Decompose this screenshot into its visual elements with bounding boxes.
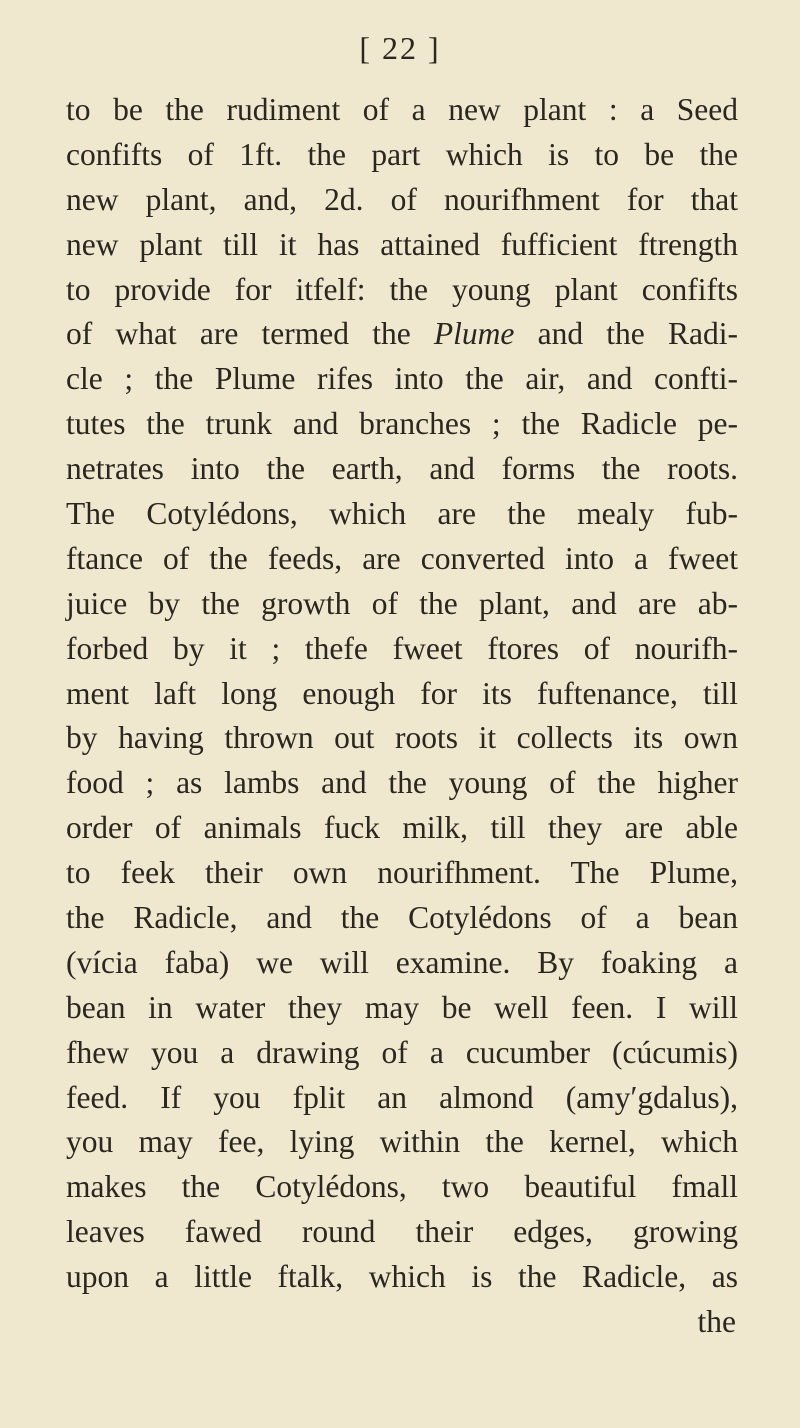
text-line-6-end: and the Radi- [514,316,738,352]
text-line-10: The Cotylédons, which are the mealy fub- [66,496,738,532]
text-line-22: fhew you a drawing of a cucumber (cúcumis) [66,1034,738,1070]
text-line-21: bean in water they may be well feen. I will [66,989,738,1025]
text-line-26: leaves fawed round their edges, growing [66,1214,738,1250]
text-line-3: new plant, and, 2d. of nourifhment for that [66,181,738,217]
text-line-6-start: of what are termed the [66,316,434,352]
text-line-4: new plant till it has attained fufficient ftrength [66,226,738,262]
text-line-8: tutes the trunk and branches ; the Radicle pe- [66,406,738,442]
catchword: the [697,1304,736,1340]
text-line-1: to be the rudiment of a new plant : a Seed [66,92,738,127]
text-line-13: forbed by it ; thefe fweet ftores of nourifh- [66,630,738,666]
text-line-27: upon a little ftalk, which is the Radicle, as [66,1259,738,1295]
text-line-23: feed. If you fplit an almond (amyʹgdalus), [66,1079,738,1115]
text-line-24: you may fee, lying within the kernel, which [66,1124,738,1160]
text-line-12: juice by the growth of the plant, and are ab- [66,585,738,621]
text-line-2: confifts of 1ft. the part which is to be the [66,136,738,172]
page-number: [ 22 ] [359,30,441,66]
text-line-7: cle ; the Plume rifes into the air, and confti- [66,361,738,397]
text-line-6 [66,312,738,357]
text-line-11: ftance of the feeds, are converted into a fweet [66,540,738,576]
plume-italic-term: Plume [433,316,515,352]
text-line-17: order of animals fuck milk, till they are able [66,810,738,846]
text-line-18: to feek their own nourifhment. The Plume, [66,855,738,891]
body-text [66,88,738,1345]
text-line-20: (vícia faba) we will examine. By foaking a [66,944,738,980]
text-line-25: makes the Cotylédons, two beautiful fmall [66,1169,738,1205]
text-line-14: ment laft long enough for its fuftenance, till [66,675,738,711]
text-line-16: food ; as lambs and the young of the higher [66,765,738,801]
text-line-5: to provide for itfelf: the young plant confifts [66,271,738,307]
text-line-9: netrates into the earth, and forms the roots. [66,451,738,487]
text-line-19: the Radicle, and the Cotylédons of a bean [66,900,738,936]
text-line-15: by having thrown out roots it collects its own [66,720,738,756]
